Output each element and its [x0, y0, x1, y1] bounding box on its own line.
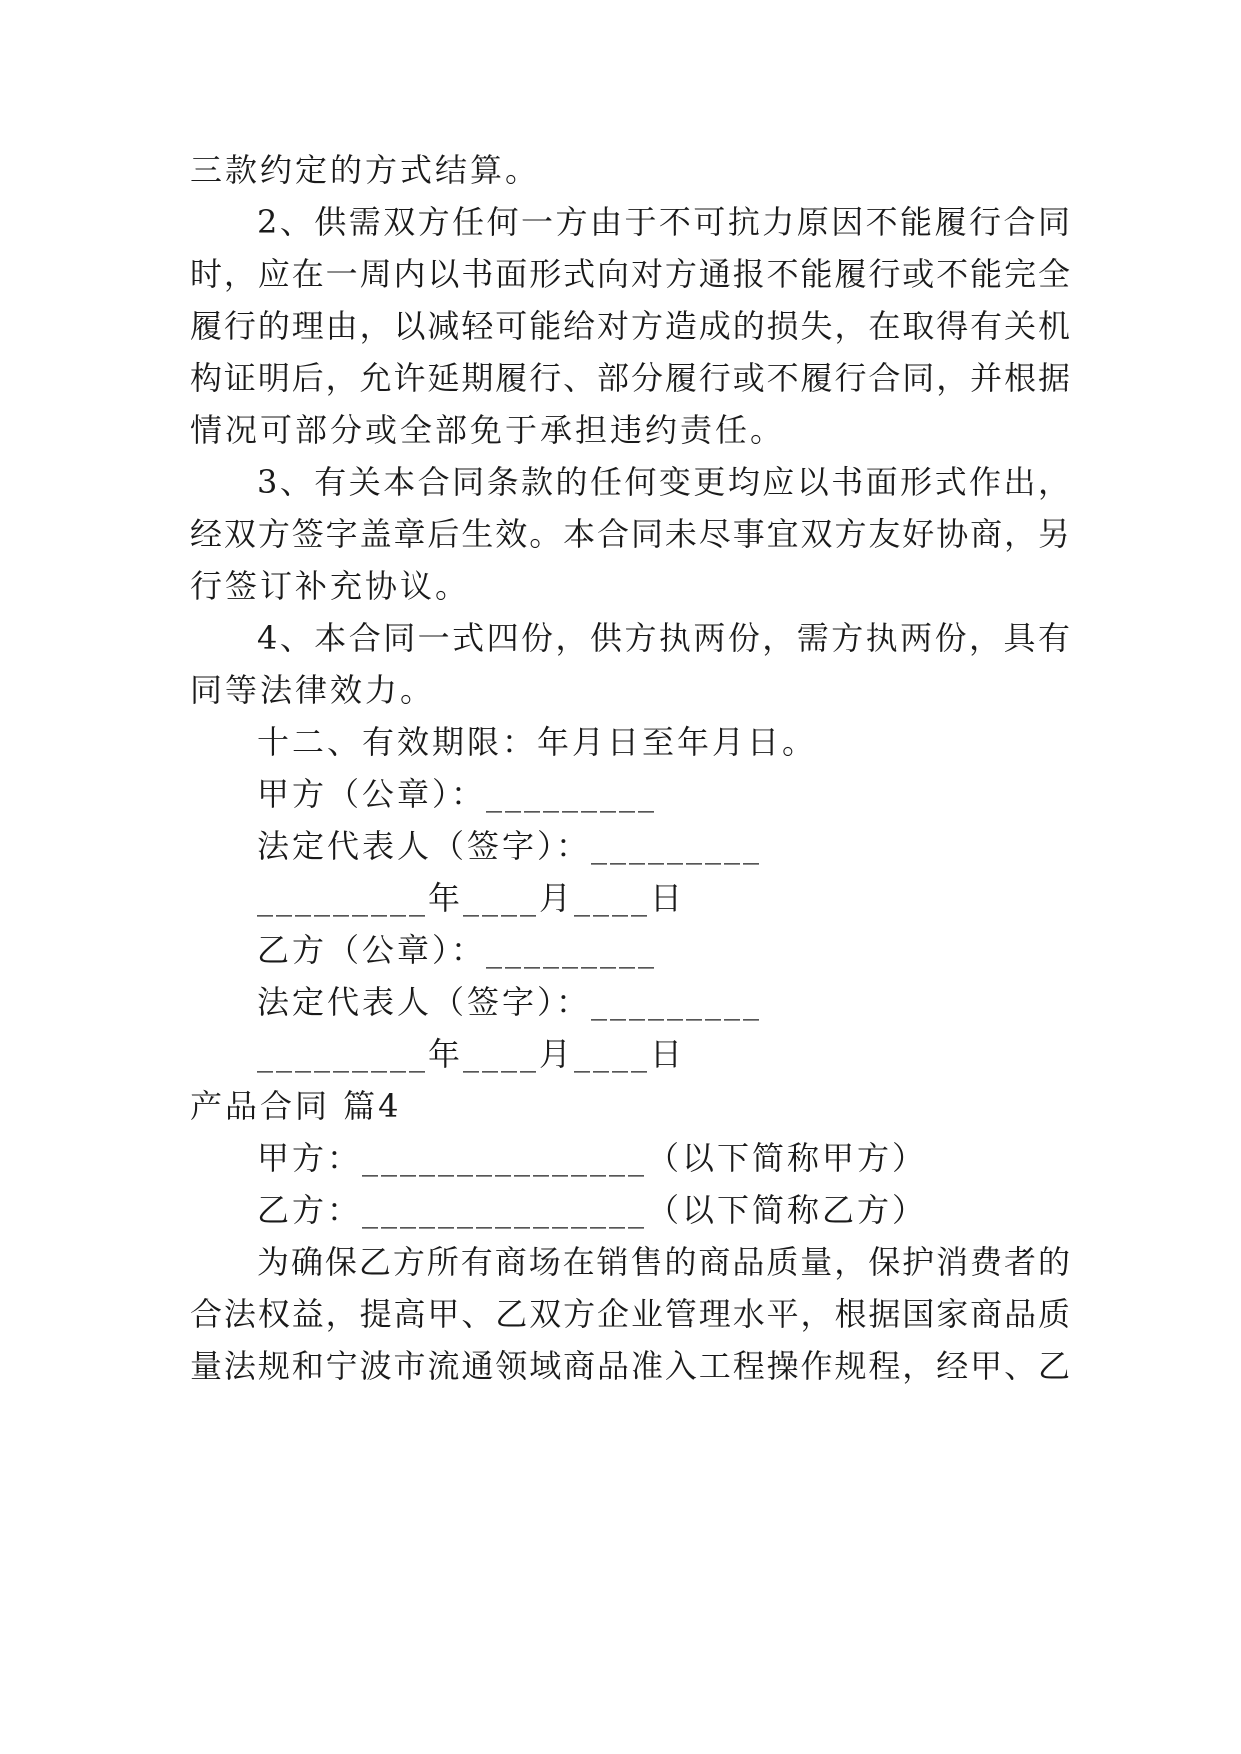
text-line: 行签订补充协议。 — [190, 567, 471, 605]
text-line: 三款约定的方式结算。 — [190, 151, 541, 189]
text-line: 构证明后，允许延期履行、部分履行或不履行合同，并根据 — [190, 359, 1070, 397]
party-b-representative-line: 法定代表人（签字）：_________ — [257, 983, 763, 1021]
party-a-representative-line: 法定代表人（签字）：_________ — [257, 827, 763, 865]
text-line: 量法规和宁波市流通领域商品准入工程操作规程，经甲、乙 — [190, 1347, 1070, 1385]
text-line: 3、有关本合同条款的任何变更均应以书面形式作出， — [257, 463, 1070, 501]
party-a-line: 甲方：_______________（以下简称甲方） — [257, 1139, 928, 1177]
validity-term: 十二、有效期限：年月日至年月日。 — [257, 723, 818, 761]
text-line: 4、本合同一式四份，供方执两份，需方执两份，具有 — [257, 619, 1070, 657]
text-line: 为确保乙方所有商场在销售的商品质量，保护消费者的 — [257, 1243, 1070, 1281]
party-b-seal-line: 乙方（公章）：_________ — [257, 931, 658, 969]
text-line: 2、供需双方任何一方由于不可抗力原因不能履行合同 — [257, 203, 1070, 241]
text-line: 时，应在一周内以书面形式向对方通报不能履行或不能完全 — [190, 255, 1070, 293]
text-line: 履行的理由，以减轻可能给对方造成的损失，在取得有关机 — [190, 307, 1070, 345]
section-heading: 产品合同 篇4 — [190, 1087, 402, 1125]
text-line: 经双方签字盖章后生效。本合同未尽事宜双方友好协商，另 — [190, 515, 1070, 553]
party-b-date-line: _________年____月____日 — [257, 1035, 686, 1073]
text-line: 合法权益，提高甲、乙双方企业管理水平，根据国家商品质 — [190, 1295, 1070, 1333]
party-a-date-line: _________年____月____日 — [257, 879, 686, 917]
text-line: 同等法律效力。 — [190, 671, 436, 709]
party-a-seal-line: 甲方（公章）：_________ — [257, 775, 658, 813]
text-line: 情况可部分或全部免于承担违约责任。 — [190, 411, 786, 449]
party-b-line: 乙方：_______________（以下简称乙方） — [257, 1191, 928, 1229]
